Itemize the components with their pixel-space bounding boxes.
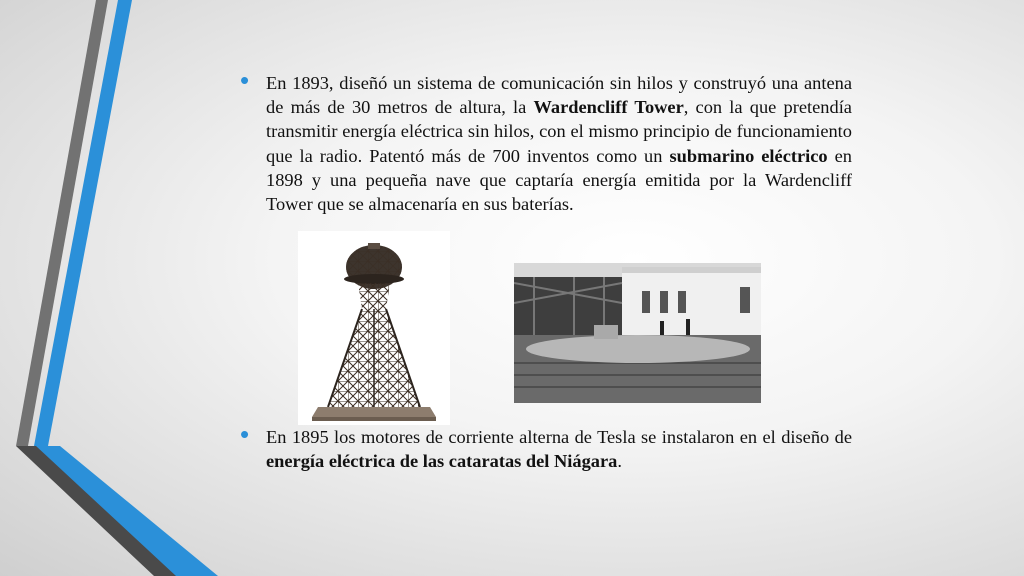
- wardencliff-tower-image: [298, 231, 450, 425]
- blue-stripe: [34, 0, 132, 446]
- blue-wedge: [36, 446, 218, 576]
- text-segment: en 1898 y una pequeña nave que captaría energía emitida por la Wardencliff Tower que se almacenaría en sus baterías.: [266, 145, 852, 215]
- electric-submarine-image: [514, 263, 761, 403]
- bold-wardencliff-tower: Wardencliff Tower: [533, 97, 684, 118]
- text-segment: En 1893, diseñó un sistema de comunicación sin hilos y construyó una antena de más de 30 metros de altura, la: [266, 73, 852, 118]
- dark-wedge: [16, 446, 178, 576]
- text-segment: , con la que pretendía transmitir energía eléctrica sin hilos, con el mismo principio de funcionamiento que la radio. Patentó más de 700 inventos como un: [266, 97, 852, 166]
- gray-stripe: [16, 0, 108, 446]
- bullet-dot-icon: •: [240, 65, 250, 95]
- bullet-text: [266, 71, 852, 216]
- text-segment: En 1895 los motores de corriente alterna de Tesla se instalaron en el diseño de: [266, 427, 852, 447]
- bullet-item-wardencliff: [240, 65, 852, 216]
- bold-cataratas-niagara: energía eléctrica de las cataratas del Niágara: [266, 451, 618, 472]
- bullet-text: [266, 425, 852, 473]
- text-segment: .: [617, 451, 622, 472]
- bullet-item-niagara: [240, 419, 852, 473]
- bullet-dot-icon: •: [240, 419, 250, 449]
- bold-submarino-electrico: submarino eléctrico: [669, 145, 828, 166]
